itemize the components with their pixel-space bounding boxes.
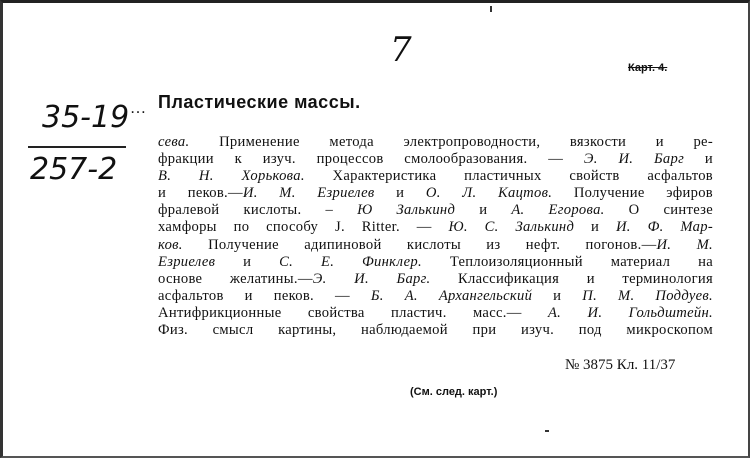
body-run: фракции к изуч. процессов смолообразования. — — [158, 151, 584, 168]
body-line — [158, 288, 713, 305]
body-run: Классификация и терминология — [430, 270, 713, 287]
body-line — [158, 305, 713, 322]
body-run: А. И. Гольдштейн. — [547, 304, 714, 321]
handwritten-code-top: 35-19 — [42, 100, 130, 135]
body-run: Характеристика пластичных свойств асфальтов — [304, 168, 713, 185]
card-label: Карт. 4. — [628, 62, 668, 74]
body-run: Получение эфиров — [552, 185, 713, 202]
body-run: И. М. Езриелев — [242, 185, 375, 202]
body-line — [158, 151, 713, 168]
speck — [490, 6, 492, 12]
catalog-number: № 3875 Кл. 11/37 — [565, 357, 676, 373]
body-run: основе желатины.— — [158, 270, 313, 287]
body-run: и — [374, 185, 426, 202]
body-run: Ю Залькинд — [357, 202, 456, 219]
body-run: и — [574, 219, 616, 236]
body-run: и пеков.— — [158, 185, 243, 202]
see-next-card: (См. след. карт.) — [410, 386, 498, 398]
body-run: Получение адипиновой кислоты из нефт. погонов.— — [182, 236, 657, 253]
body-run: Антифрикционные свойства пластич. масс.— — [158, 304, 548, 321]
body-run: Ю. С. Залькинд — [448, 219, 575, 236]
body-line — [158, 168, 713, 185]
body-line — [158, 134, 713, 151]
body-run: фралевой кислоты. – — [158, 202, 358, 219]
body-run: Э. И. Барг. — [312, 270, 431, 287]
body-run: Физ. смысл картины, наблюдаемой при изуч. под микроскопом — [158, 322, 713, 339]
body-run: и — [684, 151, 713, 168]
body-run: А. Егорова. — [511, 202, 605, 219]
body-run: ков. — [158, 236, 183, 253]
body-run: хамфоры по способу J. Ritter. — — [158, 219, 449, 236]
handwritten-code-bottom: 257-2 — [30, 152, 118, 187]
body-run: и — [455, 202, 512, 219]
body-run: Применение метода электропроводности, вязкости и ре- — [219, 134, 713, 150]
body-run: С. Е. Финклер. — [279, 253, 422, 270]
body-run: В. Н. Хорькова. — [158, 168, 305, 185]
leader-dots: … — [130, 100, 146, 117]
body-line — [158, 185, 713, 202]
body-line — [158, 322, 713, 339]
body-run: асфальтов и пеков. — — [158, 287, 371, 304]
body-run: И. М. — [656, 236, 713, 253]
body-line — [158, 202, 713, 219]
body-run: О. Л. Кацтов. — [425, 185, 553, 202]
body-run: И. Ф. Мар- — [615, 219, 714, 236]
body-run: О синтезе — [604, 202, 713, 219]
body-run: и — [215, 253, 280, 270]
body-run: Теплоизоляционный материал на — [421, 253, 713, 270]
body-run: П. М. Поддуев. — [582, 287, 713, 304]
divider-rule — [28, 146, 126, 148]
body-line — [158, 271, 713, 288]
body-line — [158, 254, 713, 271]
body-run: Б. А. Архангельский — [370, 287, 533, 304]
body-run: и — [532, 287, 583, 304]
card-body-text — [158, 134, 713, 339]
body-line — [158, 237, 713, 254]
body-line — [158, 219, 713, 236]
handwritten-mark: 7 — [390, 30, 412, 70]
speck — [545, 430, 549, 432]
body-run: Э. И. Барг — [583, 151, 685, 168]
card-heading: Пластические массы. — [158, 92, 361, 112]
body-run: Езриелев — [158, 253, 216, 270]
body-run: сева. — [158, 134, 220, 150]
